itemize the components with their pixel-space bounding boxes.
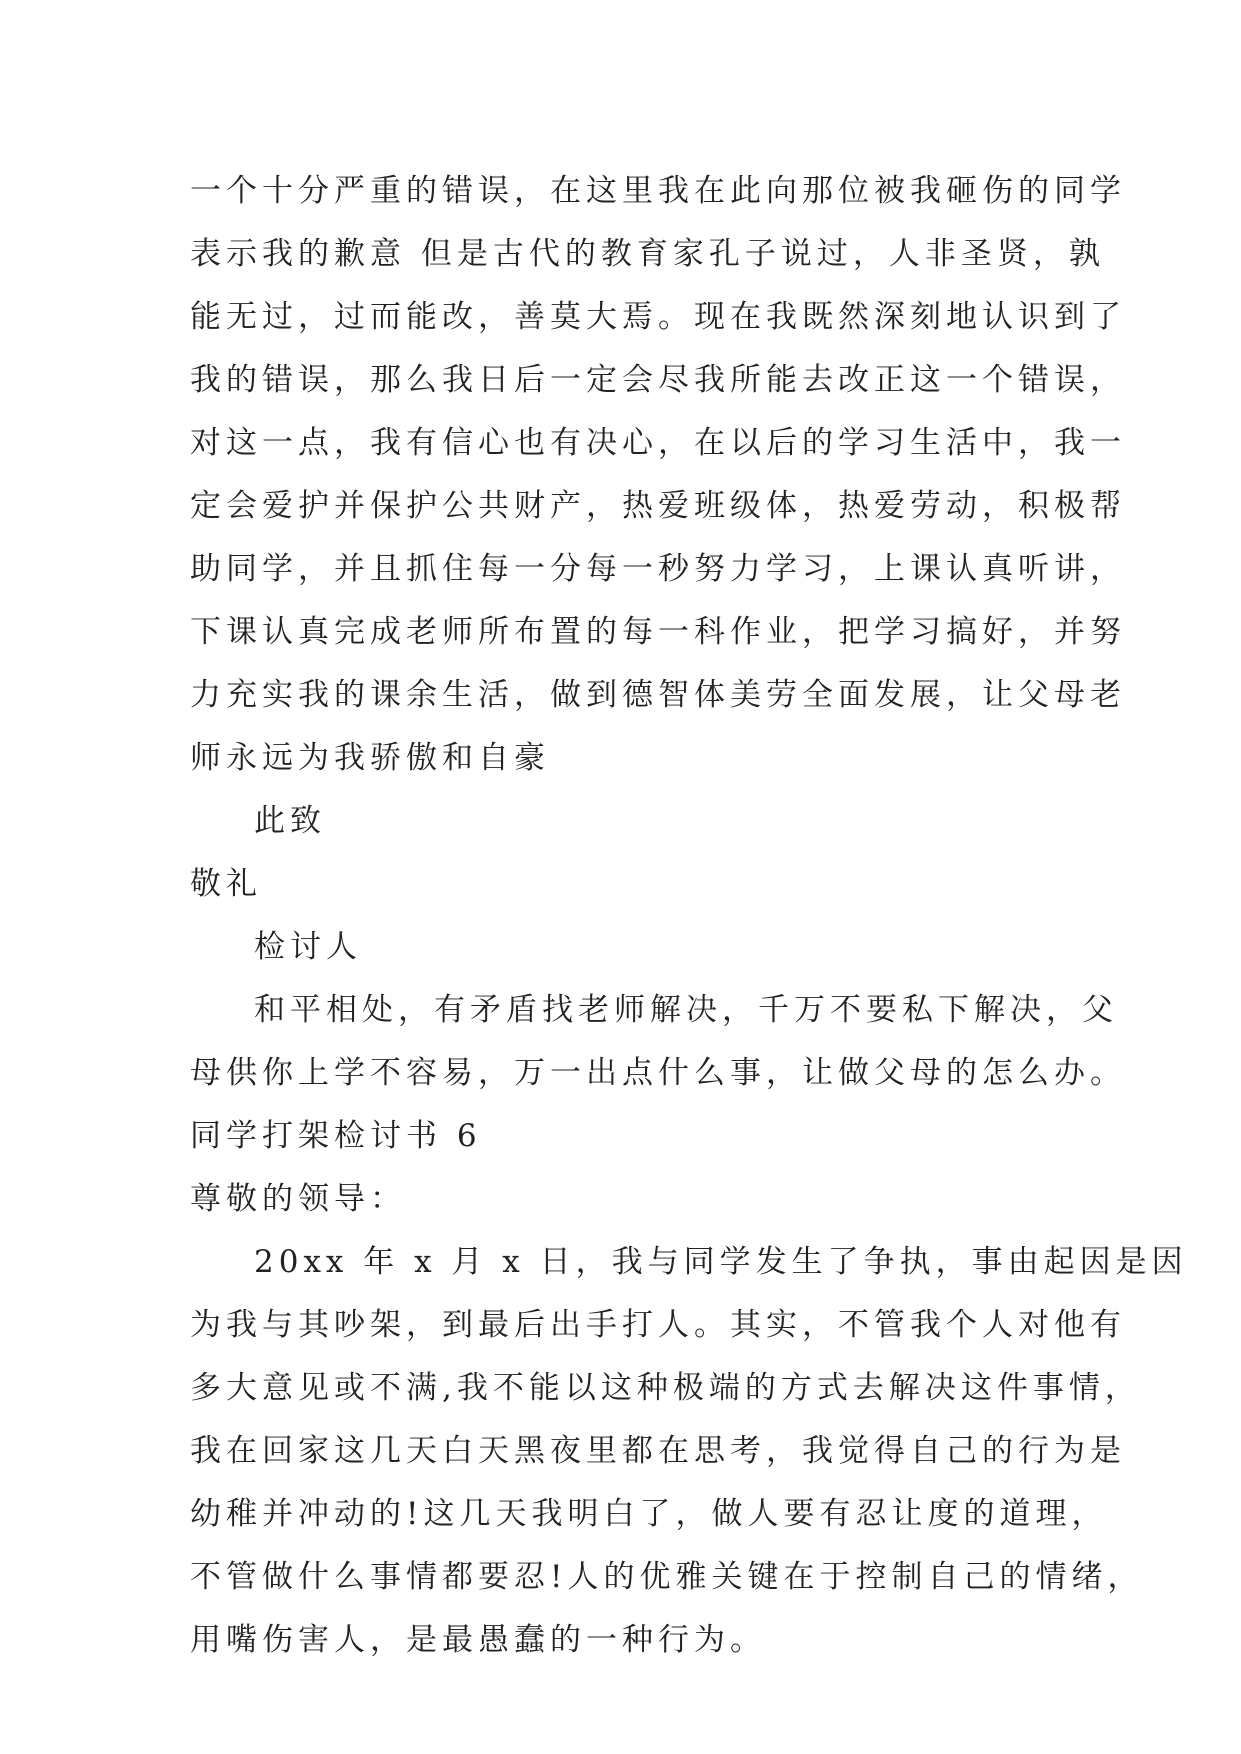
body-line: 我的错误，那么我日后一定会尽我所能去改正这一个错误， <box>190 362 1126 398</box>
section-heading: 同学打架检讨书 6 <box>190 1118 482 1154</box>
letter-greeting: 尊敬的领导： <box>190 1181 406 1217</box>
body-line: 和平相处，有矛盾找老师解决，千万不要私下解决，父 <box>254 992 1118 1028</box>
body-line: 力充实我的课余生活，做到德智体美劳全面发展，让父母老 <box>190 677 1126 713</box>
body-line: 助同学，并且抓住每一分每一秒努力学习，上课认真听讲， <box>190 551 1126 587</box>
closing-salutation: 此致 <box>254 803 326 839</box>
body-line: 不管做什么事情都要忍!人的优雅关键在于控制自己的情绪， <box>190 1559 1144 1595</box>
body-line: 用嘴伤害人，是最愚蠢的一种行为。 <box>190 1622 766 1658</box>
body-line: 一个十分严重的错误，在这里我在此向那位被我砸伤的同学 <box>190 173 1126 209</box>
body-line: 我在回家这几天白天黑夜里都在思考，我觉得自己的行为是 <box>190 1433 1126 1469</box>
body-line: 母供你上学不容易，万一出点什么事，让做父母的怎么办。 <box>190 1055 1126 1091</box>
body-line: 20xx 年 x 月 x 日，我与同学发生了争执，事由起因是因 <box>254 1244 1188 1280</box>
body-line: 师永远为我骄傲和自豪 <box>190 740 550 776</box>
body-line: 定会爱护并保护公共财产，热爱班级体，热爱劳动，积极帮 <box>190 488 1126 524</box>
body-line: 多大意见或不满,我不能以这种极端的方式去解决这件事情， <box>190 1370 1141 1406</box>
body-line: 为我与其吵架，到最后出手打人。其实，不管我个人对他有 <box>190 1307 1126 1343</box>
body-line: 对这一点，我有信心也有决心，在以后的学习生活中，我一 <box>190 425 1126 461</box>
body-line: 能无过，过而能改，善莫大焉。现在我既然深刻地认识到了 <box>190 299 1126 335</box>
body-line: 幼稚并冲动的!这几天我明白了，做人要有忍让度的道理， <box>190 1496 1108 1532</box>
body-line: 下课认真完成老师所布置的每一科作业，把学习搞好，并努 <box>190 614 1126 650</box>
body-line: 表示我的歉意 但是古代的教育家孔子说过，人非圣贤，孰 <box>190 236 1105 272</box>
signature-label: 检讨人 <box>254 929 362 965</box>
closing-regards: 敬礼 <box>190 866 262 902</box>
document-body <box>190 160 1188 1672</box>
